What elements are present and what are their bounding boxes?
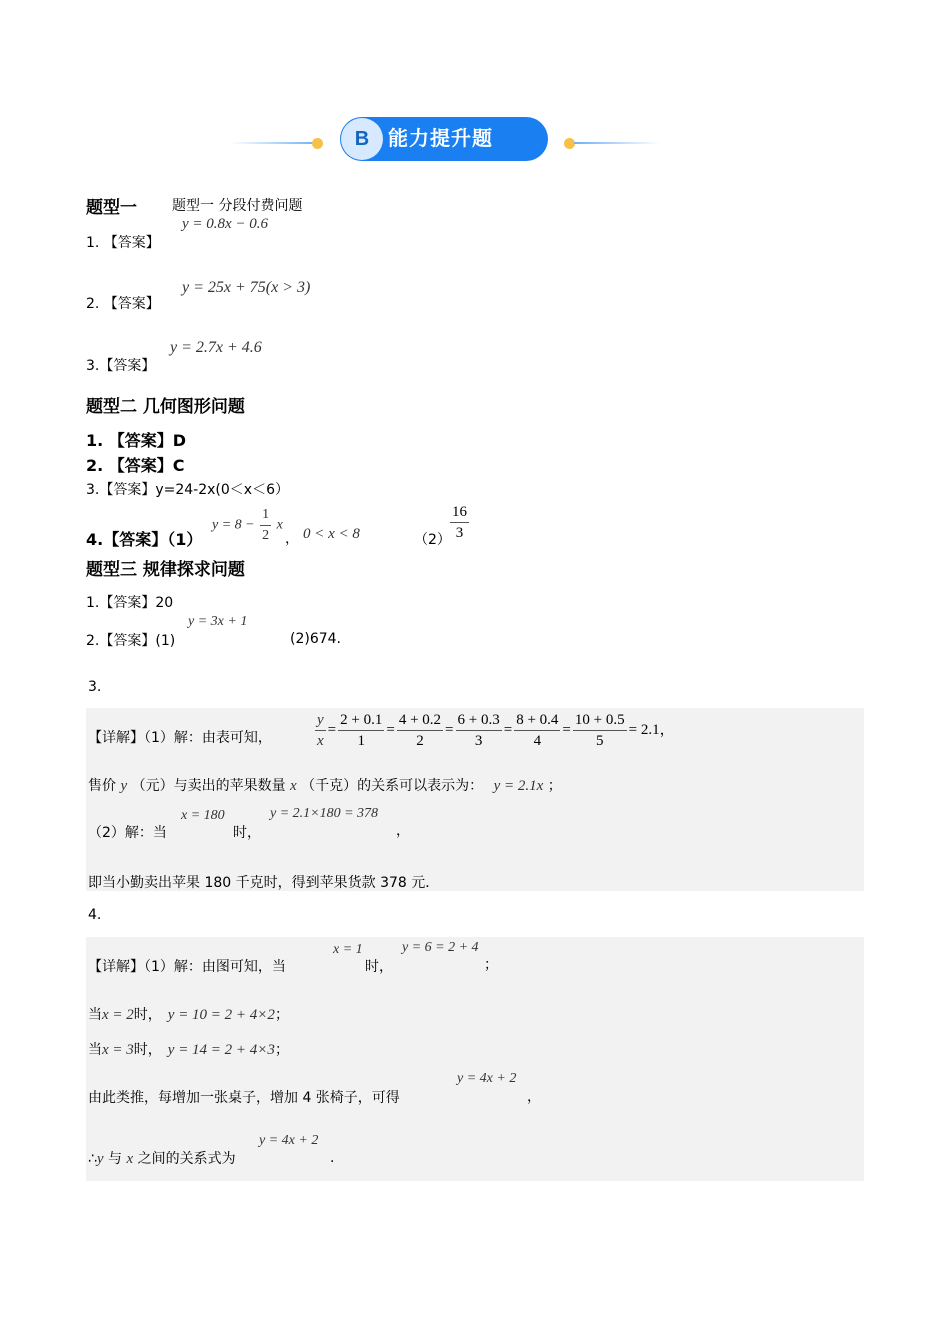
- banner-letter: B: [341, 118, 383, 160]
- d3-eq-4: =: [503, 721, 513, 738]
- s2-item4-answer2: [448, 502, 471, 543]
- s2-item4-sep: ，: [285, 531, 299, 547]
- d4-line5-c: 之间的关系式为: [133, 1151, 236, 1167]
- d3-frac-4: [514, 710, 560, 751]
- s3-item2-prefix: 2.【答案】(1): [86, 633, 176, 649]
- s3-item2-part2: (2)674.: [290, 631, 342, 647]
- d4-line4-a: 由此类推，每增加一张桌子，增加 4 张椅子，可得: [88, 1090, 400, 1106]
- s2-item4-fraction2: [450, 502, 469, 543]
- d3-eq-5: =: [562, 721, 571, 738]
- d3-line2-a: 售价: [88, 778, 116, 794]
- d3-frac-1-den: 1: [357, 733, 365, 749]
- d4-line2-b: 时，: [133, 1007, 162, 1023]
- d4-line2-a: 当: [88, 1007, 102, 1023]
- s2-item4-fraction: [260, 505, 271, 546]
- d4-line1-end: ；: [484, 957, 498, 973]
- d3-frac-3-den: 3: [474, 733, 483, 749]
- d3-frac-1: [338, 710, 384, 751]
- d4-line4-end: ，: [527, 1089, 541, 1105]
- s3-item3-label: 3.: [88, 679, 102, 695]
- banner-title: 能力提升题: [388, 128, 493, 150]
- d4-line2-end: ；: [274, 1007, 289, 1023]
- d4-line1-b: 时，: [365, 959, 393, 975]
- d3-line2: [88, 775, 562, 795]
- d3-frac-0-num: y: [315, 710, 326, 731]
- banner-line-right: [574, 142, 660, 144]
- s3-item1: 1.【答案】20: [86, 595, 174, 611]
- d4-line3: [88, 1039, 289, 1059]
- s2-item4-lhs: y = 8 −: [212, 517, 255, 533]
- section3-title: 题型三 规律探求问题: [86, 560, 245, 580]
- d4-line5-b: 与: [103, 1151, 127, 1167]
- d3-line4: 即当小勤卖出苹果 180 千克时，得到苹果货款 378 元．: [88, 875, 440, 891]
- d4-line5-end: .: [330, 1150, 335, 1166]
- d3-eq-3: =: [445, 721, 454, 738]
- d3-line2-end: ；: [547, 778, 562, 794]
- d4-line3-end: ；: [274, 1042, 289, 1058]
- d3-result: = 2.1，: [628, 721, 675, 738]
- s2-item4-rhs: x: [276, 517, 283, 533]
- d3-line2-x: x: [290, 778, 297, 794]
- d3-line3-cond: x = 180: [181, 808, 225, 823]
- section2-title: 题型二 几何图形问题: [86, 397, 245, 417]
- d3-line2-formula: y = 2.1x: [493, 778, 544, 794]
- section1-label: 题型一: [86, 198, 137, 218]
- d4-line1-a: 【详解】（1）解：由图可知，当: [88, 959, 286, 975]
- d3-frac-2: [397, 710, 443, 751]
- d3-line1-prefix: 【详解】（1）解：由表可知，: [88, 730, 272, 746]
- s1-item1-prefix: 1. 【答案】: [86, 235, 160, 251]
- s2-item4-range: 0 < x < 8: [303, 526, 360, 542]
- s1-item3-prefix: 3.【答案】: [86, 358, 156, 374]
- d3-eq-2: =: [386, 721, 395, 738]
- d3-frac-1-num: 2 + 0.1: [338, 710, 384, 731]
- d4-line4-formula: y = 4x + 2: [457, 1071, 517, 1086]
- d3-frac-3: [456, 710, 502, 751]
- s2-item3: 3.【答案】y=24-2x(0＜x＜6）: [86, 482, 289, 498]
- d3-frac-0-den: x: [317, 733, 324, 749]
- s2-item4-part2: （2）: [414, 532, 451, 548]
- s3-item4-label: 4.: [88, 907, 102, 923]
- d4-line3-a: 当: [88, 1042, 102, 1058]
- d3-line2-y: y: [120, 778, 128, 794]
- d4-line5-y: y: [96, 1151, 104, 1167]
- s3-item2-formula: y = 3x + 1: [188, 614, 248, 629]
- d4-line1-formula: y = 6 = 2 + 4: [402, 940, 479, 955]
- s2-item4-prefix-text: 4.【答案】（1）: [86, 530, 203, 549]
- d3-line3-formula: y = 2.1×180 = 378: [270, 806, 379, 821]
- section1-title: 题型一 分段付费问题: [172, 198, 303, 214]
- d3-frac-3-num: 6 + 0.3: [456, 710, 502, 731]
- d3-line3-end: ，: [396, 823, 410, 839]
- d3-frac-2-num: 4 + 0.2: [397, 710, 443, 731]
- d3-line3-a: （2）解：当: [88, 825, 167, 841]
- d3-line2-b: （元）与卖出的苹果数量: [131, 778, 286, 794]
- d3-line3-b: 时，: [233, 825, 261, 841]
- d3-frac-5-num: 10 + 0.5: [573, 710, 627, 731]
- s1-item3-formula: y = 2.7x + 4.6: [170, 339, 262, 356]
- s2-item4-frac-den: 2: [262, 528, 270, 543]
- s1-item2-prefix: 2. 【答案】: [86, 296, 160, 312]
- d4-line3-b: 时，: [133, 1042, 162, 1058]
- d3-equation: [313, 710, 675, 751]
- d3-eq-1: =: [327, 721, 337, 738]
- d3-frac-4-den: 4: [533, 733, 542, 749]
- d3-frac-2-den: 2: [416, 733, 424, 749]
- s2-item2: 2. 【答案】C: [86, 456, 185, 475]
- s2-item4-frac2-num: 16: [450, 502, 469, 523]
- d4-line2-formula2: y = 10 = 2 + 4×2: [167, 1007, 275, 1023]
- d3-frac-0: [315, 710, 326, 751]
- d4-line2-formula: x = 2: [102, 1007, 134, 1023]
- d4-line5-formula: y = 4x + 2: [259, 1133, 319, 1148]
- s2-item4-frac-num: 1: [260, 505, 271, 526]
- d4-line5: [88, 1148, 236, 1168]
- d3-frac-5-den: 5: [596, 733, 604, 749]
- s2-item4-prefix: [86, 527, 202, 550]
- d4-line1-cond: x = 1: [333, 942, 363, 957]
- banner-line-left: [230, 142, 318, 144]
- d3-frac-5: [573, 710, 627, 751]
- d4-line3-formula2: y = 14 = 2 + 4×3: [167, 1042, 275, 1058]
- d3-frac-4-num: 8 + 0.4: [514, 710, 560, 731]
- s1-item1-formula: y = 0.8x − 0.6: [182, 216, 269, 232]
- s2-item1: 1. 【答案】D: [86, 431, 187, 450]
- d4-line5-a: ∴: [88, 1151, 97, 1167]
- s2-item4-frac2-den: 3: [455, 525, 464, 541]
- s2-item4-formula: [212, 505, 283, 546]
- banner-dot-left: [312, 138, 323, 149]
- s1-item2-formula: y = 25x + 75(x > 3): [182, 279, 311, 296]
- d4-line5-x: x: [126, 1151, 134, 1167]
- d4-line2: [88, 1004, 289, 1024]
- d4-line3-formula: x = 3: [102, 1042, 134, 1058]
- d3-line2-c: （千克）的关系可以表示为：: [301, 778, 484, 794]
